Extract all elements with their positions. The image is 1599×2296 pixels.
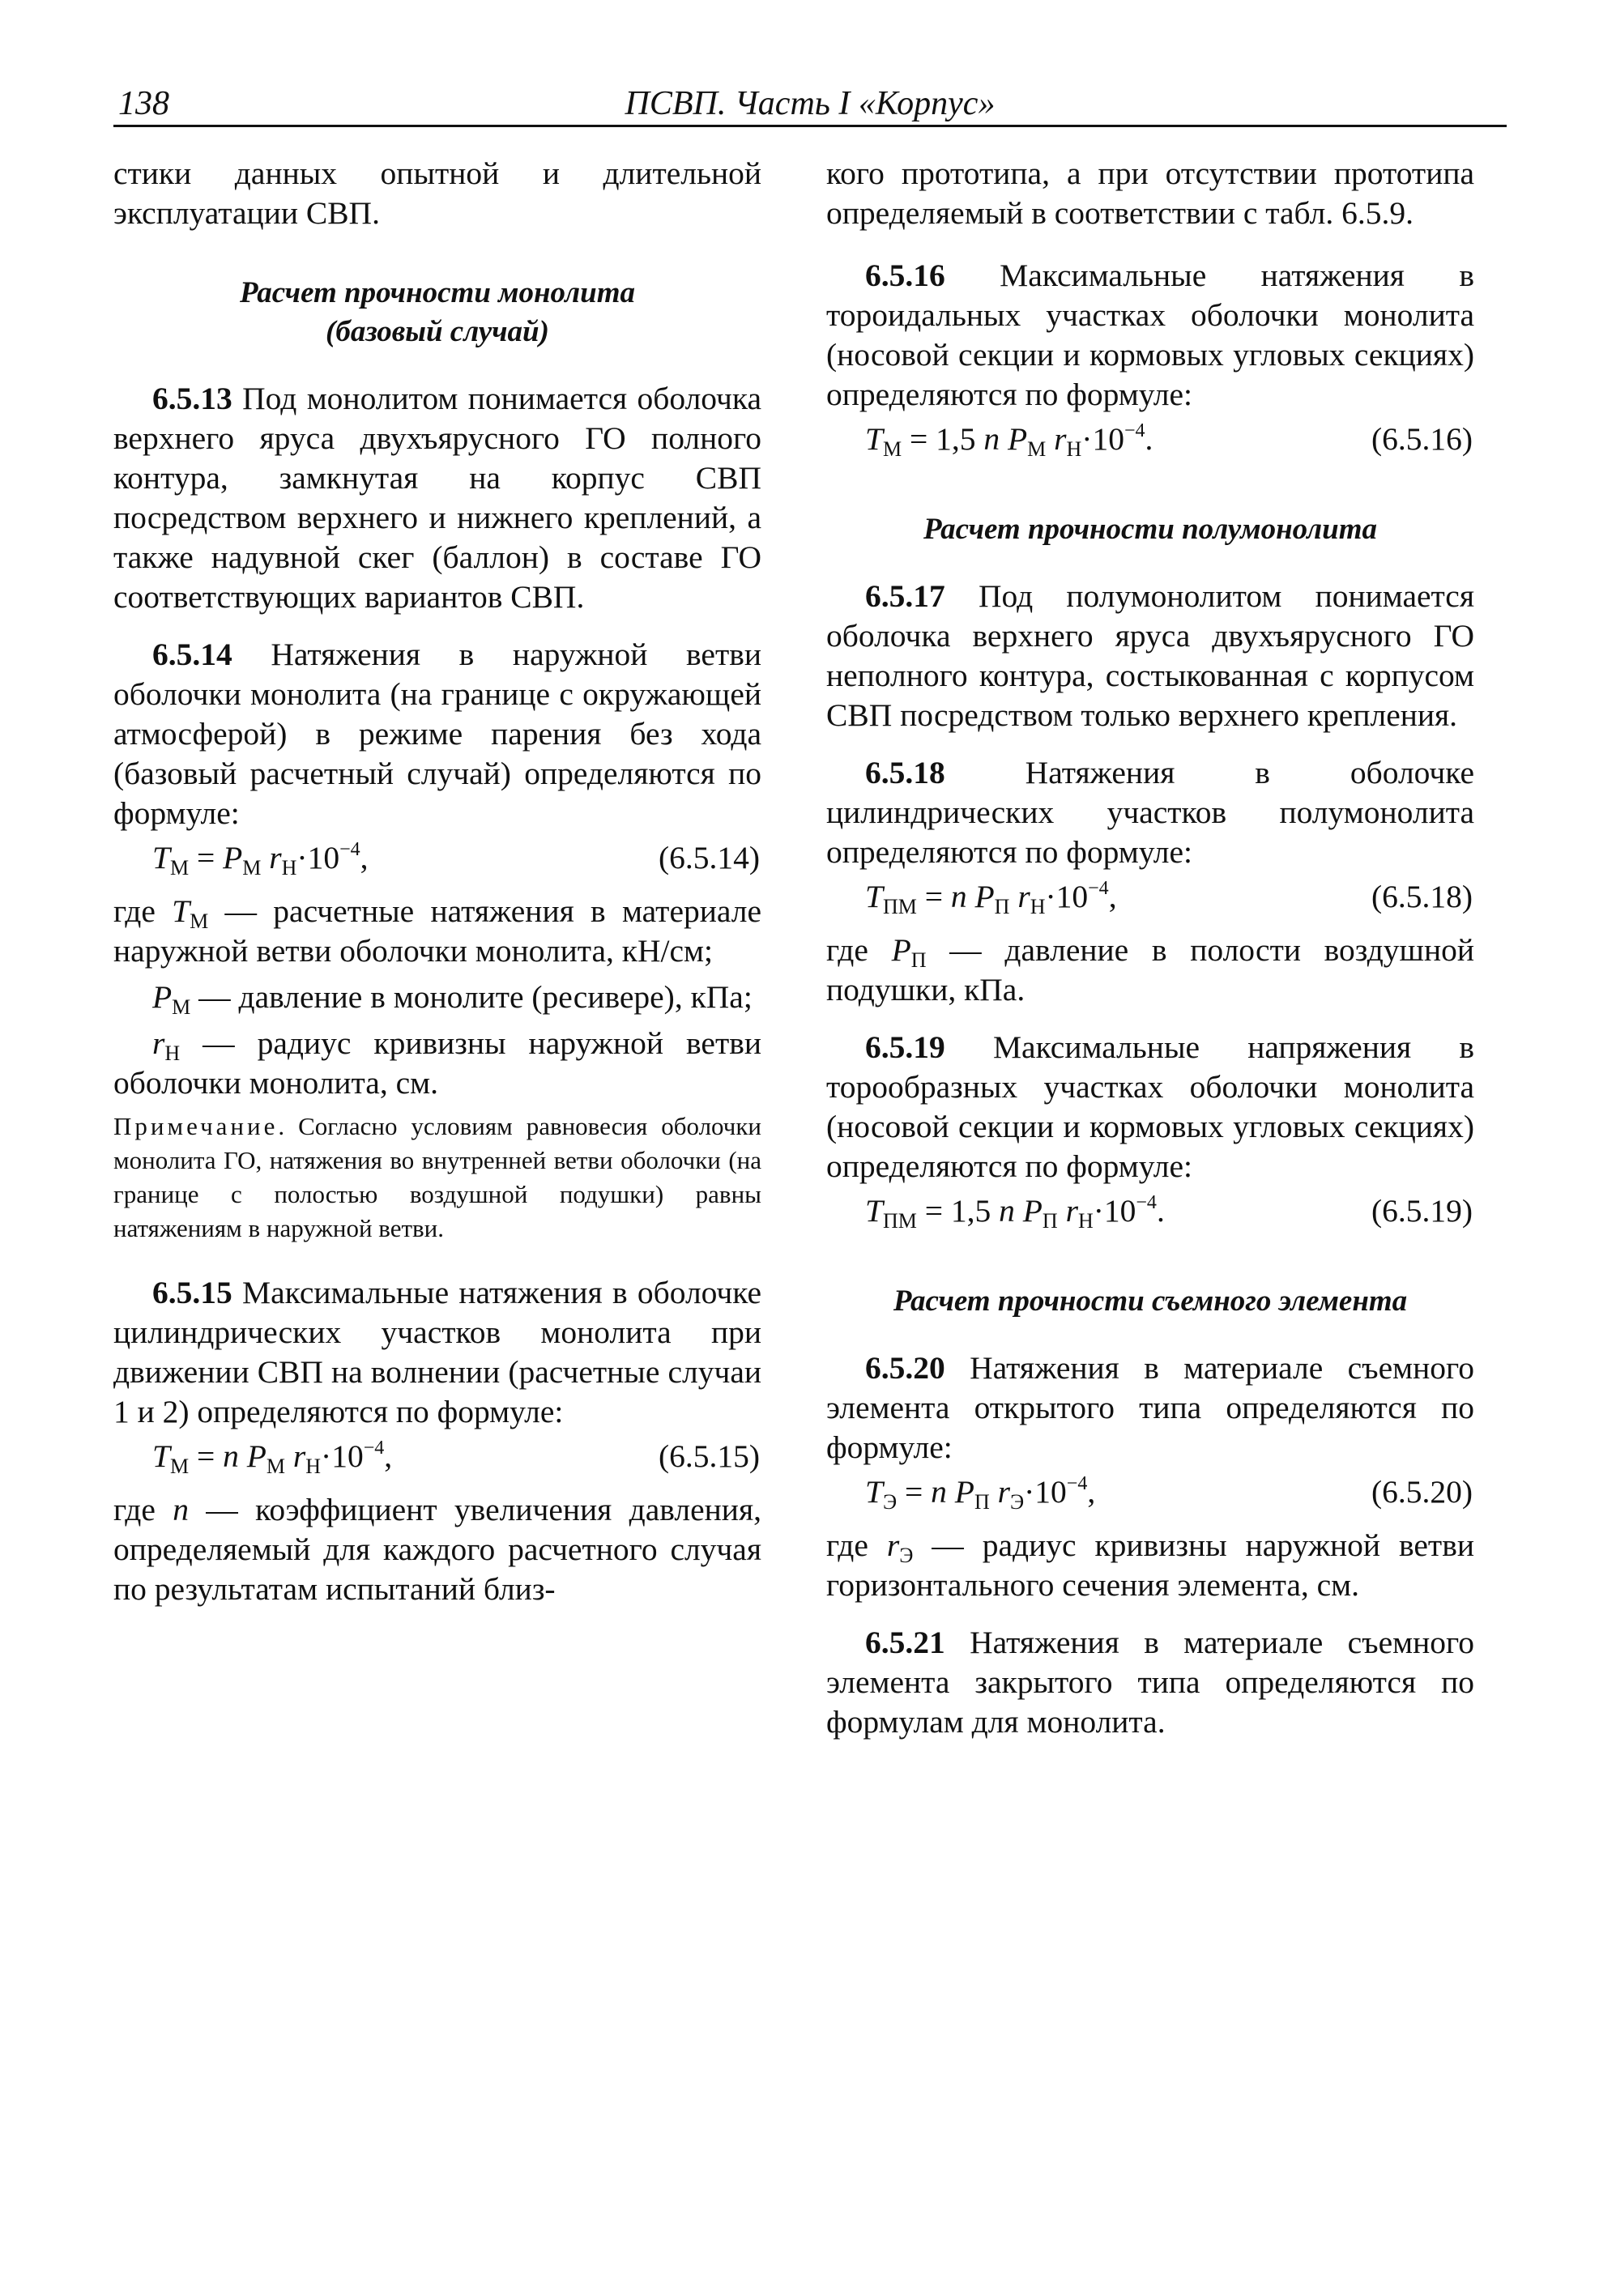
page-number: 138 <box>118 85 169 122</box>
formula-6-5-16: $T_М = 1,5$ n $P_М$ $r_Н\cdot 10^{-4}$. (6.5.16) <box>865 420 1473 461</box>
formula-number: (6.5.18) <box>1371 879 1473 914</box>
paragraph-6-5-13: 6.5.13 Под монолитом понимается оболочка верхнего яруса двухъярусного ГО полного контура, замкнутая на корпус СВП посредством верхнего и нижнего креплений, а также надувной скег (баллон) в составе ГО соответствующих вариантов СВП. <box>113 381 761 615</box>
formula-6-5-19: $T_{ПМ} = 1,5$ n $P_П$ $r_Н\cdot 10^{-4}$. (6.5.19) <box>865 1192 1473 1233</box>
note: Примечание. Согласно условиям равновесия оболочки монолита ГО, натяжения во внутренней ветви оболочки (на границе с полостью воздушной подушки) равны натяжениям в наружной ветви. <box>113 1112 761 1242</box>
paragraph-6-5-15: 6.5.15 Максимальные натяжения в оболочке цилиндрических участков монолита при движении СВП на волнении (расчетные случаи 1 и 2) определяются по формуле: <box>113 1275 761 1429</box>
definition-re: где $r_Э$ — радиус кривизны наружной ветви горизонтального сечения элемента, см. <box>826 1527 1474 1603</box>
formula-6-5-20: $T_Э = n$ $P_П$ $r_Э\cdot 10^{-4}$, (6.5.20) <box>865 1473 1473 1514</box>
definition-T: где $T_М$ — расчетные натяжения в материале наружной ветви оболочки монолита, кН/см; <box>113 893 761 969</box>
continuation-paragraph: кого прототипа, а при отсутствии прототипа определяемый в соответствии с табл. 6.5.9. <box>826 155 1474 231</box>
formula-6-5-14: $T_М = P_М$ $r_Н\cdot 10^{-4}$, (6.5.14) <box>152 839 760 880</box>
definition-n: где n — коэффициент увеличения давления, определяемый для каждого расчетного случая по результатам испытаний близ- <box>113 1492 761 1607</box>
paragraph-6-5-16: 6.5.16 Максимальные натяжения в тороидальных участках оболочки монолита (носовой секции и кормовых угловых секциях) определяются по формуле: <box>826 258 1474 412</box>
section-heading-semimonolith: Расчет прочности полумонолита <box>923 513 1378 546</box>
formula-6-5-15: $T_М = n$ $P_М$ $r_Н\cdot 10^{-4}$, (6.5.15) <box>152 1438 760 1478</box>
paragraph-6-5-19: 6.5.19 Максимальные напряжения в торообразных участках оболочки монолита (носовой секции и кормовых угловых секциях) определяются по формуле: <box>826 1029 1474 1184</box>
paragraph-6-5-18: 6.5.18 Натяжения в оболочке цилиндрических участков полумонолита определяются по формуле: <box>826 755 1474 870</box>
paragraph-6-5-17: 6.5.17 Под полумонолитом понимается оболочка верхнего яруса двухъярусного ГО неполного контура, состыкованная с корпусом СВП посредством только верхнего крепления. <box>826 578 1474 733</box>
definition-r: $r_Н$ — радиус кривизны наружной ветви оболочки монолита, см. <box>113 1025 761 1101</box>
formula-number: (6.5.16) <box>1371 421 1473 457</box>
section-heading-monolith: Расчет прочности монолита (базовый случай) <box>240 276 635 348</box>
formula-number: (6.5.14) <box>658 840 760 875</box>
definition-Pp: где $P_П$ — давление в полости воздушной подушки, кПа. <box>826 932 1474 1007</box>
formula-number: (6.5.19) <box>1371 1193 1473 1229</box>
running-header <box>113 81 1507 127</box>
intro-paragraph: стики данных опытной и длительной эксплуатации СВП. <box>113 155 761 231</box>
formula-number: (6.5.15) <box>658 1438 760 1474</box>
running-title: ПСВП. Часть I «Корпус» <box>625 85 996 122</box>
right-column <box>826 154 1474 1760</box>
definition-P: $P_М$ — давление в монолите (ресивере), кПа; <box>152 979 753 1019</box>
left-column <box>113 154 761 1627</box>
paragraph-6-5-20: 6.5.20 Натяжения в материале съемного элемента открытого типа определяются по формуле: <box>826 1350 1474 1465</box>
paragraph-6-5-14: 6.5.14 Натяжения в наружной ветви оболочки монолита (на границе с окружающей атмосферой) в режиме парения без хода (базовый расчетный случай) определяются по формуле: <box>113 637 761 831</box>
formula-number: (6.5.20) <box>1371 1474 1473 1510</box>
paragraph-6-5-21: 6.5.21 Натяжения в материале съемного элемента закрытого типа определяются по формулам для монолита. <box>826 1625 1474 1740</box>
section-heading-removable: Расчет прочности съемного элемента <box>893 1284 1408 1318</box>
formula-6-5-18: $T_{ПМ} = n$ $P_П$ $r_Н\cdot 10^{-4}$, (6.5.18) <box>865 878 1473 918</box>
